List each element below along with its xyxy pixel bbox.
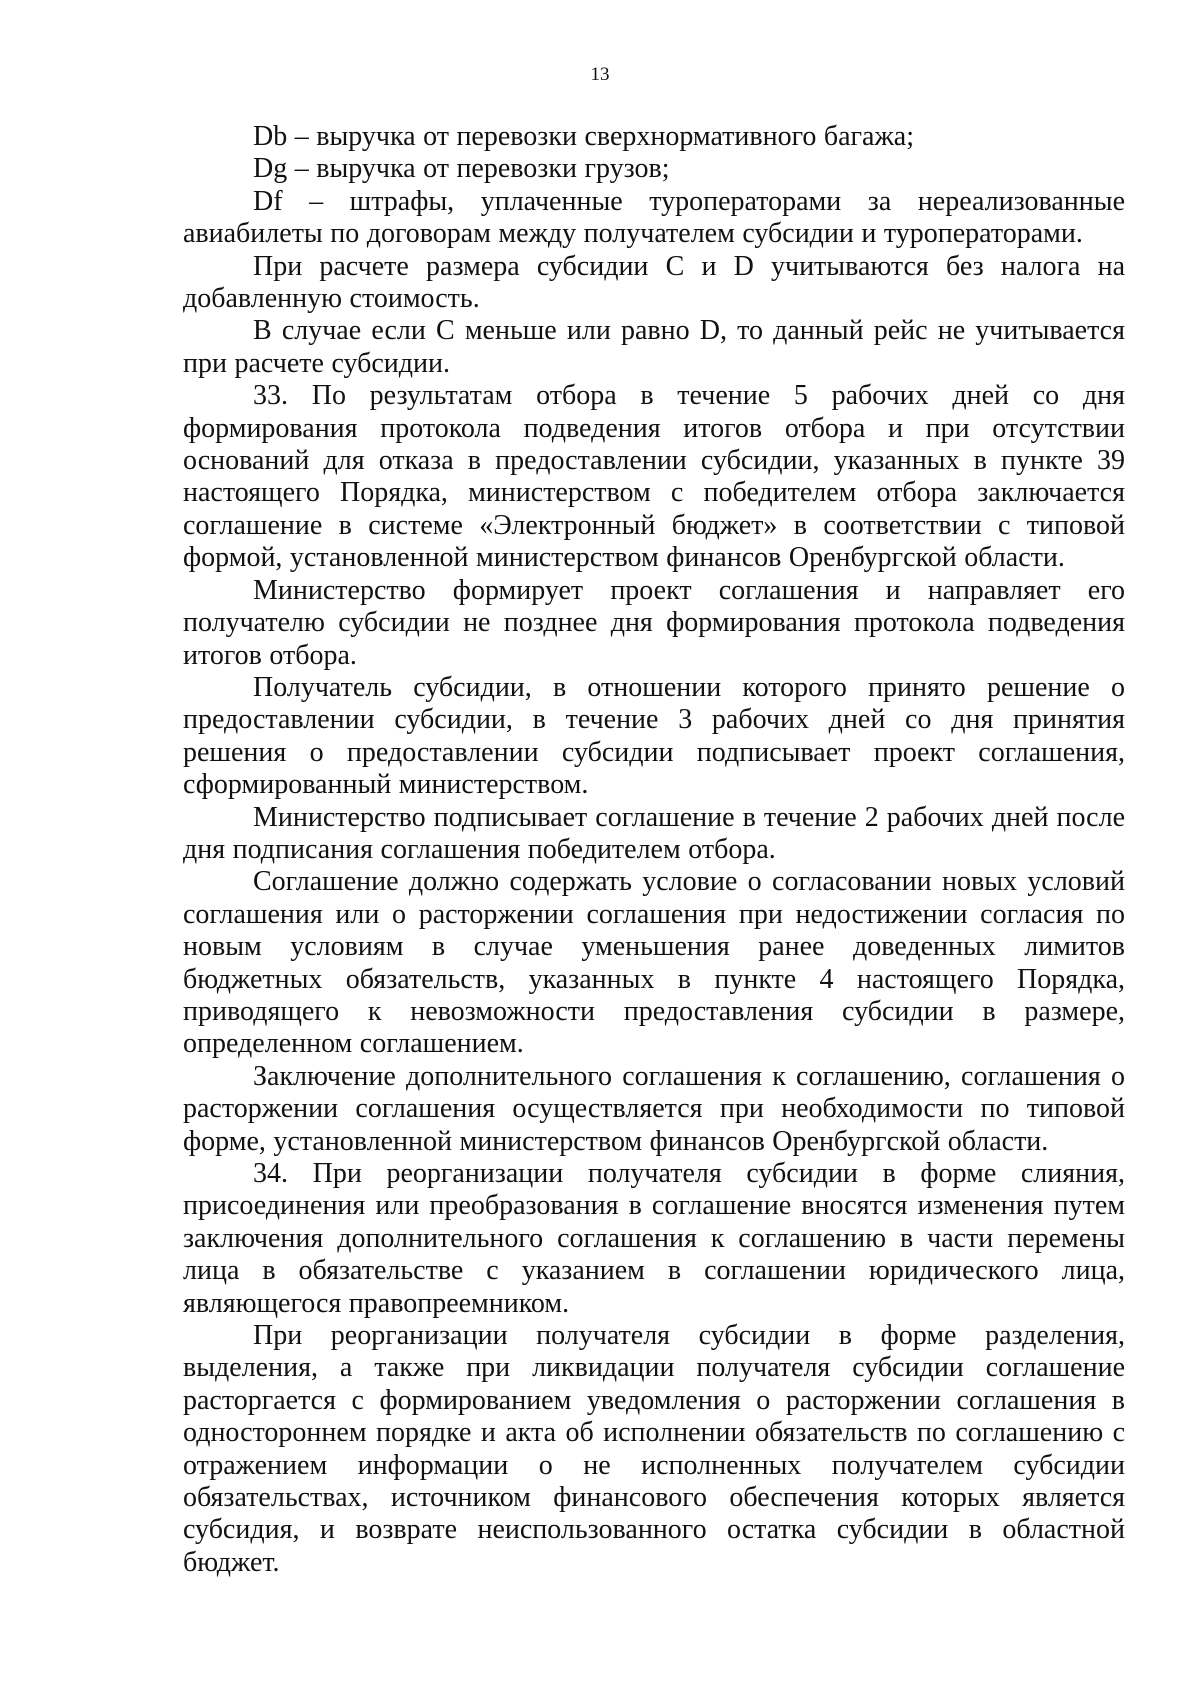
paragraph-ministry-signing: Министерство подписывает соглашение в течение 2 рабочих дней после дня подписания соглашения победителем отбора.: [183, 801, 1125, 865]
paragraph-db-definition: Db – выручка от перевозки сверхнормативного багажа;: [253, 121, 915, 152]
paragraph-recipient-signing: Получатель субсидии, в отношении которого принято решение о предоставлении субсидии, в течение 3 рабочих дней со дня принятия решения о предоставлении субсидии подписывает проект соглашения, сформированный министерством.: [183, 671, 1125, 801]
paragraph-df-definition: Df – штрафы, уплаченные туроператорами за нереализованные авиабилеты по договорам между получателем субсидии и туроператорами.: [183, 185, 1125, 250]
paragraph-clause-34: 34. При реорганизации получателя субсидии в форме слияния, присоединения или преобразования в соглашение вносятся изменения путем заключения дополнительного соглашения к соглашению в части перемены лица в обязательстве с указанием в соглашении юридического лица, являющегося правопреемником.: [183, 1158, 1125, 1319]
paragraph-liquidation: При реорганизации получателя субсидии в форме разделения, выделения, а также при ликвидации получателя субсидии соглашение расторгается с формированием уведомления о расторжении соглашения в одностороннем порядке и акта об исполнении обязательств по соглашению с отражением информации о не исполненных получателем субсидии обязательствах, источником финансового обеспечения которых является субсидия, и возврате неиспользованного остатка субсидии в областной бюджет.: [183, 1320, 1125, 1578]
page-number: 13: [590, 64, 610, 85]
paragraph-vat-note: При расчете размера субсидии С и D учитываются без налога на добавленную стоимость.: [183, 250, 1125, 315]
paragraph-clause-33: 33. По результатам отбора в течение 5 рабочих дней со дня формирования протокола подведения итогов отбора и при отсутствии оснований для отказа в предоставлении субсидии, указанных в пункте 39 настоящего Порядка, министерством с победителем отбора заключается соглашение в системе «Электронный бюджет» в соответствии с типовой формой, установленной министерством финансов Оренбургской области.: [183, 380, 1125, 574]
paragraph-draft-agreement: Министерство формирует проект соглашения и направляет его получателю субсидии не позднее дня формирования протокола подведения итогов отбора.: [183, 574, 1125, 671]
paragraph-new-conditions: Соглашение должно содержать условие о согласовании новых условий соглашения или о расторжении соглашения при недостижении согласия по новым условиям в случае уменьшения ранее доведенных лимитов бюджетных обязательств, указанных в пункте 4 настоящего Порядка, приводящего к невозможности предоставления субсидии в размере, определенном соглашением.: [183, 866, 1125, 1060]
paragraph-dg-definition: Dg – выручка от перевозки грузов;: [253, 153, 670, 185]
paragraph-flight-exclusion: В случае если С меньше или равно D, то данный рейс не учитывается при расчете субсидии.: [183, 315, 1125, 379]
document-body: [183, 121, 1125, 1579]
paragraph-additional-agreement: Заключение дополнительного соглашения к соглашению, соглашения о расторжении соглашения осуществляется при необходимости по типовой форме, установленной министерством финансов Оренбургской области.: [183, 1060, 1125, 1157]
